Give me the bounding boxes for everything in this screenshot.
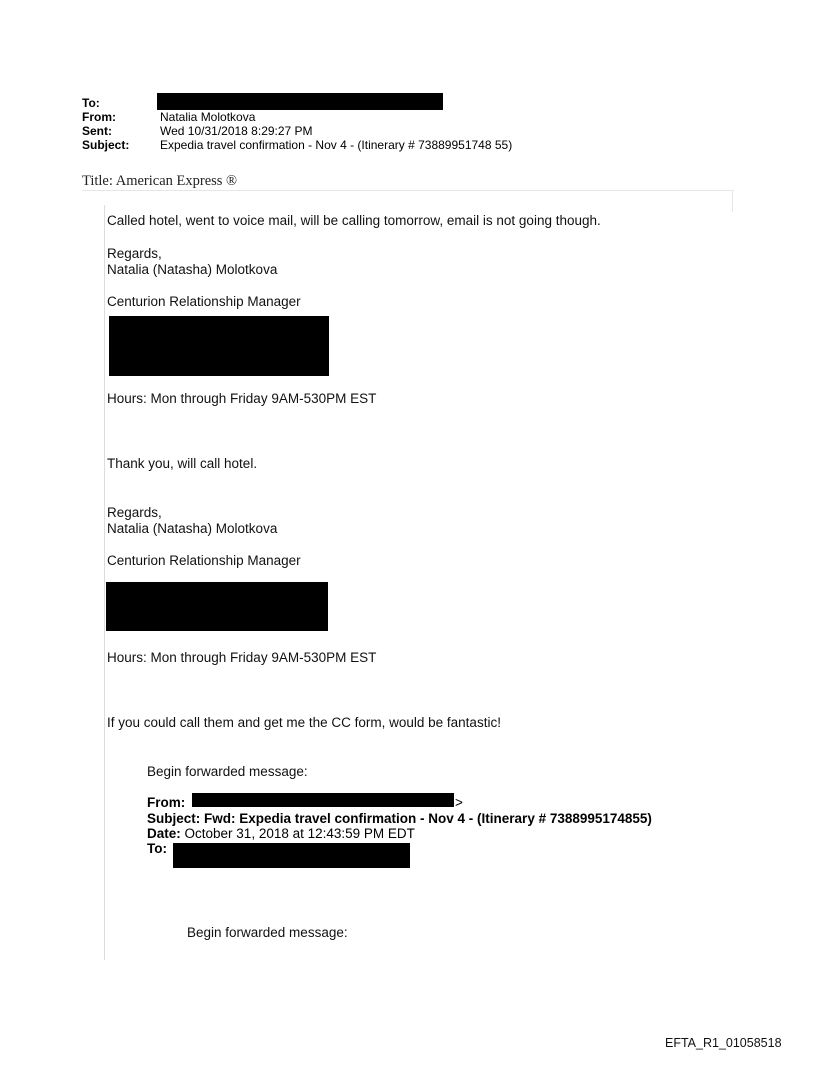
forwarded-begin-2: Begin forwarded message: (187, 925, 348, 940)
message-2-hours: Hours: Mon through Friday 9AM-530PM EST (107, 650, 377, 665)
redaction-forwarded-from (192, 793, 454, 807)
message-2-signature-name: Natalia (Natasha) Molotkova (107, 521, 278, 536)
sent-label: Sent: (82, 124, 112, 138)
redaction-to (157, 93, 443, 110)
subject-value: Expedia travel confirmation - Nov 4 - (Itinerary # 73889951748 55) (160, 138, 513, 152)
frame-right-border (732, 190, 733, 212)
forwarded-from-trail: > (455, 795, 463, 810)
frame-top-border (82, 190, 734, 191)
forwarded-subject: Subject: Fwd: Expedia travel confirmation - Nov 4 - (Itinerary # 7388995174855) (147, 811, 652, 826)
forwarded-date-row (147, 826, 415, 841)
page-title: Title: American Express ® (82, 173, 238, 189)
redaction-signature-1 (109, 316, 329, 376)
sent-value: Wed 10/31/2018 8:29:27 PM (160, 124, 313, 138)
from-value: Natalia Molotkova (160, 110, 256, 124)
redaction-signature-2 (106, 582, 328, 631)
redaction-forwarded-to (173, 843, 410, 868)
frame-left-border (104, 205, 105, 960)
message-2-signature-role: Centurion Relationship Manager (107, 553, 301, 568)
forwarded-to-label: To: (147, 841, 167, 856)
forwarded-date-value: October 31, 2018 at 12:43:59 PM EDT (184, 826, 415, 841)
message-2-regards: Regards, (107, 505, 162, 520)
header-subject-row (82, 138, 512, 152)
to-label: To: (82, 96, 100, 110)
message-1-hours: Hours: Mon through Friday 9AM-530PM EST (107, 391, 377, 406)
bates-number: EFTA_R1_01058518 (665, 1036, 782, 1050)
forwarded-from-label: From: (147, 795, 186, 810)
from-label: From: (82, 110, 116, 124)
header-from-row (82, 110, 255, 124)
message-1-signature-name: Natalia (Natasha) Molotkova (107, 262, 278, 277)
message-2-body: Thank you, will call hotel. (107, 456, 258, 471)
message-1-body: Called hotel, went to voice mail, will be calling tomorrow, email is not going though. (107, 213, 601, 228)
forwarded-begin-1: Begin forwarded message: (147, 764, 308, 779)
forwarded-date-label: Date: (147, 826, 181, 841)
message-1-regards: Regards, (107, 246, 162, 261)
message-3-body: If you could call them and get me the CC form, would be fantastic! (107, 715, 501, 730)
message-1-signature-role: Centurion Relationship Manager (107, 294, 301, 309)
subject-label: Subject: (82, 138, 130, 152)
header-to-row (82, 96, 160, 110)
header-sent-row (82, 124, 313, 138)
